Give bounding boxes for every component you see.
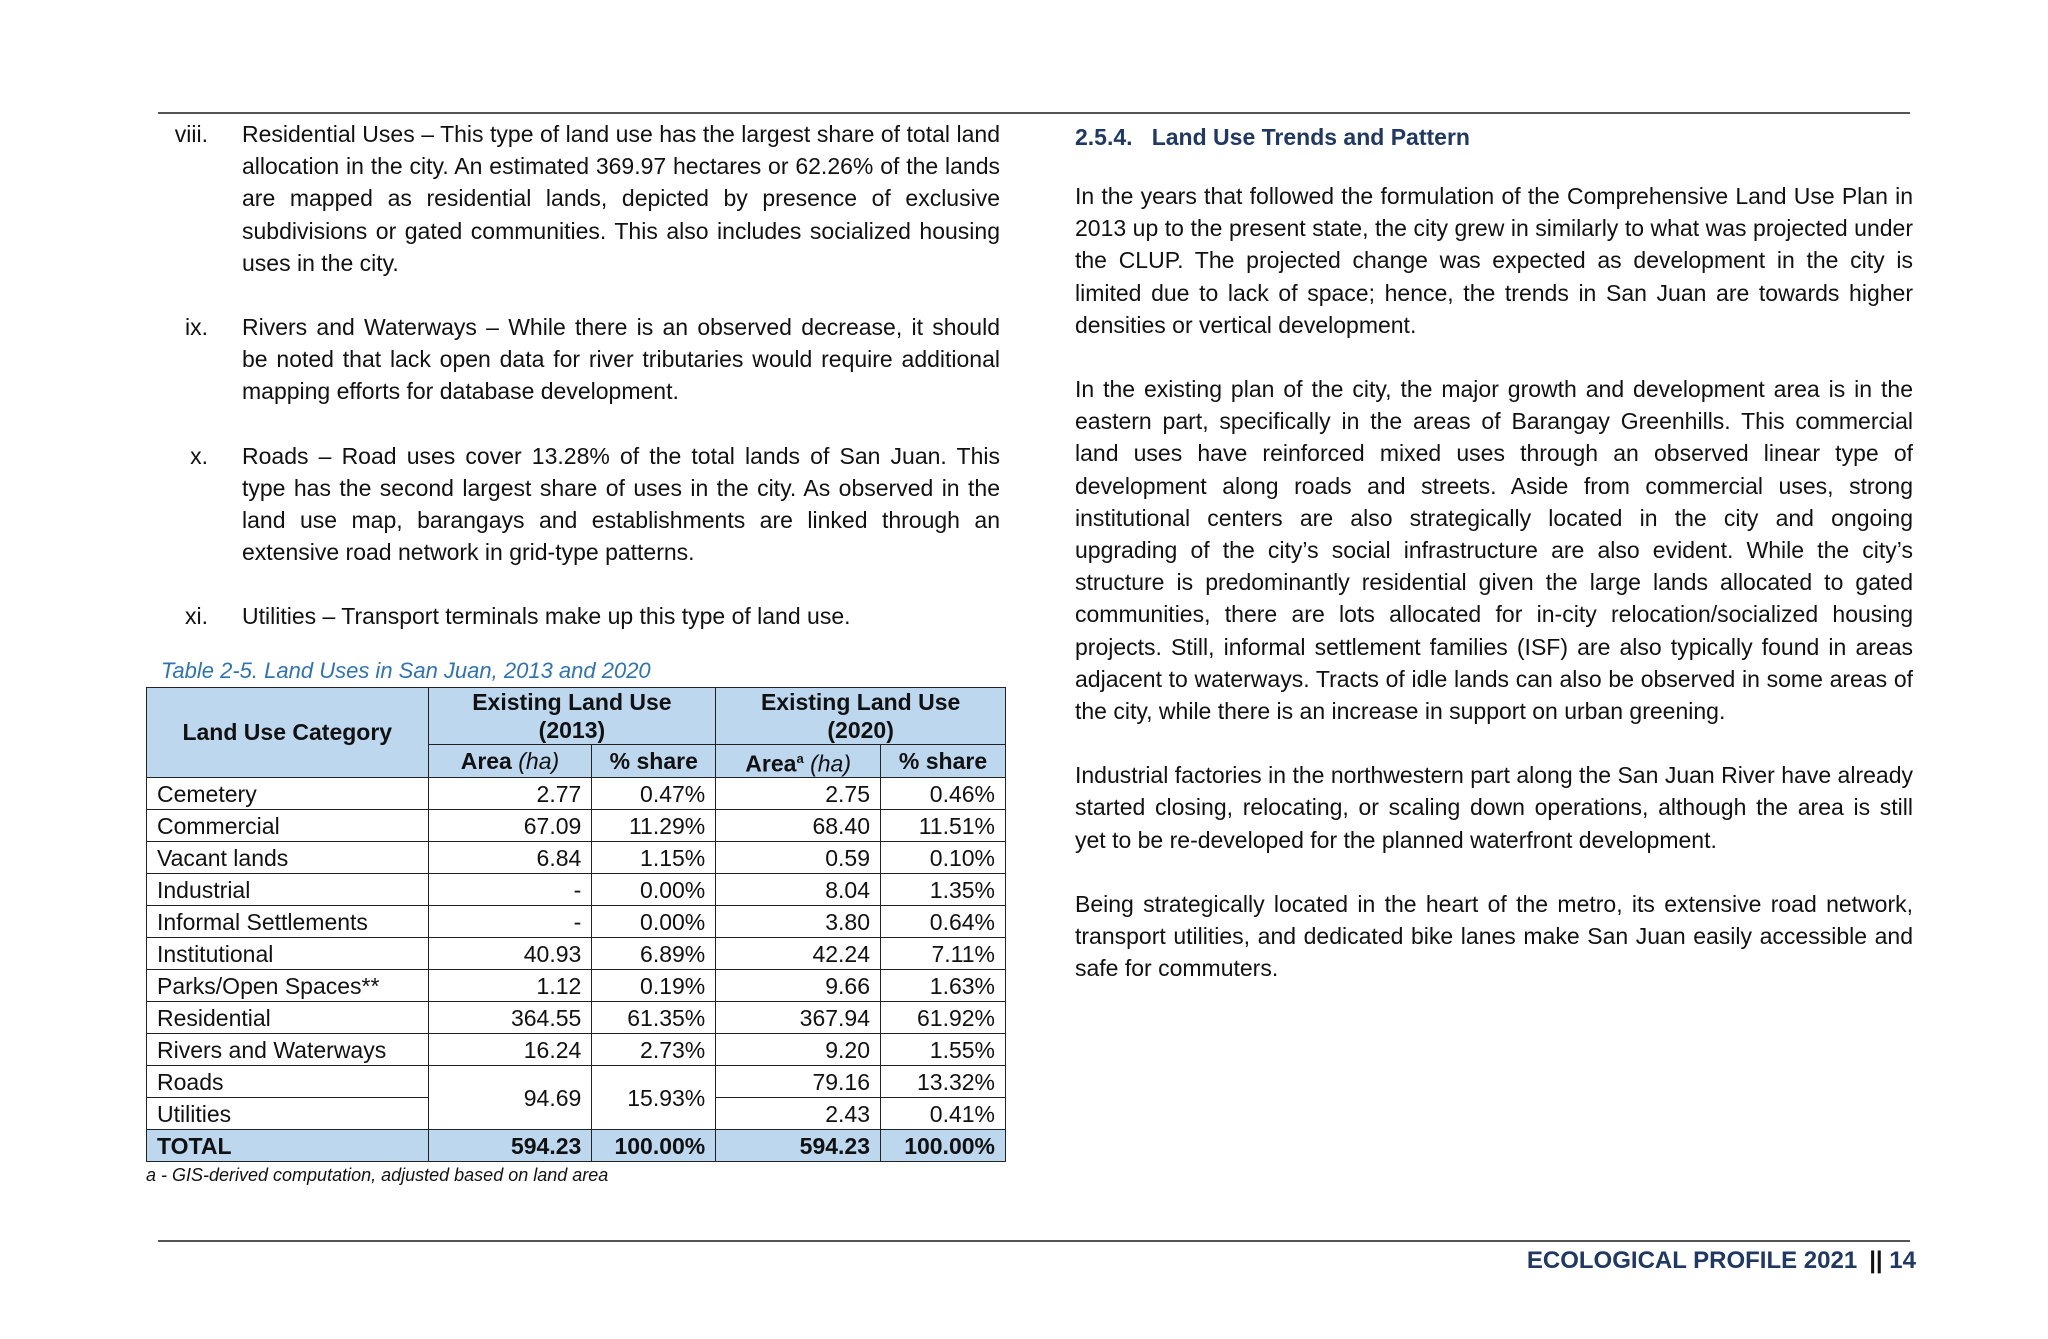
paragraph: In the existing plan of the city, the major growth and development area is in the eastern part, specifically in the areas of Barangay Greenhills. This commercial land uses have reinforced mixed uses through an observed linear type of development along roads and streets. Aside from commercial uses, strong institutional centers are also strategically located in the city and ongoing upgrading of the city’s social infrastructure are also evident. While the city’s structure is predominantly residential given the large lands allocated to gated communities, there are lots allocated for in-city relocation/socialized housing projects. Still, informal settlement families (ISF) are also typically found in areas adjacent to waterways. Tracts of idle lands can also be observed in some areas of the city, while there is an increase in support on urban greening. [1075, 376, 1913, 725]
cell-area-2013: 594.23 [428, 1130, 592, 1162]
cell-share-2013: 15.93% [592, 1066, 716, 1130]
header-area-2020 [716, 744, 881, 778]
table-row [147, 1002, 1006, 1034]
list-text: Utilities – Transport terminals make up this type of land use. [242, 603, 851, 630]
list-number: x. [190, 442, 208, 469]
cell-share-2020: 0.46% [881, 778, 1006, 810]
area-label: Area [460, 747, 512, 774]
header-group-2020: Existing Land Use (2020) [716, 687, 1006, 744]
list-item [158, 600, 1000, 632]
page-number: 14 [1889, 1247, 1916, 1274]
header-area-2013 [428, 744, 592, 778]
cell-category: Cemetery [147, 778, 429, 810]
paragraph: Industrial factories in the northwestern part along the San Juan River have already started closing, relocating, or scaling down operations, although the area is still yet to be re-developed for the planned waterfront development. [1075, 762, 1913, 853]
list-item [158, 311, 1000, 408]
list-item [158, 440, 1000, 569]
table-row [147, 810, 1006, 842]
table-caption: Table 2-5. Land Uses in San Juan, 2013 and 2020 [161, 657, 651, 683]
land-use-table [146, 687, 1006, 1163]
table-row [147, 874, 1006, 906]
cell-share-2020: 1.35% [881, 874, 1006, 906]
table-total-row [147, 1130, 1006, 1162]
header-category: Land Use Category [147, 687, 429, 778]
cell-share-2013: 2.73% [592, 1034, 716, 1066]
cell-area-2020: 2.43 [716, 1098, 881, 1130]
right-column [1075, 118, 1913, 1016]
header-share-2013: % share [592, 744, 716, 778]
cell-category: Institutional [147, 938, 429, 970]
cell-share-2013: 0.00% [592, 874, 716, 906]
cell-area-2013: 16.24 [428, 1034, 592, 1066]
area-superscript: a [796, 750, 804, 766]
cell-share-2013: 0.19% [592, 970, 716, 1002]
table-row [147, 1066, 1006, 1098]
footer-separator: || [1869, 1247, 1883, 1274]
cell-area-2020: 9.66 [716, 970, 881, 1002]
list-text: Roads – Road uses cover 13.28% of the total lands of San Juan. This type has the second largest share of uses in the city. As observed in the land use map, barangays and establishments are linked through an extensive road network in grid-type patterns. [242, 442, 1000, 566]
cell-area-2020: 3.80 [716, 906, 881, 938]
cell-category: Roads [147, 1066, 429, 1098]
cell-area-2020: 8.04 [716, 874, 881, 906]
cell-area-2013: - [428, 906, 592, 938]
cell-area-2013: 40.93 [428, 938, 592, 970]
cell-category: Industrial [147, 874, 429, 906]
ha-label: (ha) [518, 747, 560, 774]
cell-share-2020: 100.00% [881, 1130, 1006, 1162]
cell-share-2013: 6.89% [592, 938, 716, 970]
page-footer [1527, 1247, 1916, 1275]
footer-rule [158, 1240, 1910, 1242]
table-row [147, 842, 1006, 874]
list-text: Residential Uses – This type of land use has the largest share of total land allocation in the city. An estimated 369.97 hectares or 62.26% of the lands are mapped as residential lands, depicted by presence of exclusive subdivisions or gated communities. This also includes socialized housing uses in the city. [242, 121, 1000, 276]
list-text: Rivers and Waterways – While there is an observed decrease, it should be noted that lack open data for river tributaries would require additional mapping efforts for database development. [242, 314, 1000, 405]
cell-category: Utilities [147, 1098, 429, 1130]
cell-share-2020: 0.10% [881, 842, 1006, 874]
cell-category: Rivers and Waterways [147, 1034, 429, 1066]
cell-share-2013: 0.00% [592, 906, 716, 938]
cell-share-2013: 100.00% [592, 1130, 716, 1162]
header-group-2013: Existing Land Use (2013) [428, 687, 716, 744]
cell-share-2020: 11.51% [881, 810, 1006, 842]
cell-share-2013: 61.35% [592, 1002, 716, 1034]
table-row [147, 906, 1006, 938]
cell-area-2020: 2.75 [716, 778, 881, 810]
cell-category: Vacant lands [147, 842, 429, 874]
cell-area-2013: - [428, 874, 592, 906]
cell-share-2013: 0.47% [592, 778, 716, 810]
ha-label: (ha) [810, 750, 851, 777]
list-number: ix. [185, 314, 208, 341]
table-row [147, 778, 1006, 810]
cell-area-2020: 594.23 [716, 1130, 881, 1162]
table-row [147, 938, 1006, 970]
cell-share-2020: 0.41% [881, 1098, 1006, 1130]
cell-share-2013: 1.15% [592, 842, 716, 874]
area-label: Area [745, 750, 797, 777]
paragraph: In the years that followed the formulation of the Comprehensive Land Use Plan in 2013 up to the present state, the city grew in similarly to what was projected under the CLUP. The projected change was expected as development in the city is limited due to lack of space; hence, the trends in San Juan are towards higher densities or vertical development. [1075, 183, 1913, 338]
footer-title: ECOLOGICAL PROFILE 2021 [1526, 1247, 1858, 1274]
cell-category: TOTAL [147, 1130, 429, 1162]
table-footnote: a - GIS-derived computation, adjusted based on land area [146, 1165, 609, 1186]
cell-area-2013: 2.77 [428, 778, 592, 810]
cell-area-2020: 9.20 [716, 1034, 881, 1066]
list-number: xi. [185, 603, 208, 630]
cell-area-2020: 0.59 [716, 842, 881, 874]
left-column [146, 118, 1000, 1186]
cell-area-2020: 68.40 [716, 810, 881, 842]
cell-area-2013: 6.84 [428, 842, 592, 874]
cell-category: Commercial [147, 810, 429, 842]
cell-category: Parks/Open Spaces** [147, 970, 429, 1002]
section-title: 2.5.4. Land Use Trends and Pattern [1075, 124, 1470, 150]
cell-area-2013: 67.09 [428, 810, 592, 842]
table-row [147, 970, 1006, 1002]
cell-share-2020: 7.11% [881, 938, 1006, 970]
cell-area-2013: 94.69 [428, 1066, 592, 1130]
cell-share-2020: 13.32% [881, 1066, 1006, 1098]
cell-area-2013: 364.55 [428, 1002, 592, 1034]
header-rule [158, 112, 1910, 114]
cell-share-2013: 11.29% [592, 810, 716, 842]
cell-share-2020: 61.92% [881, 1002, 1006, 1034]
header-share-2020: % share [881, 744, 1006, 778]
cell-area-2020: 79.16 [716, 1066, 881, 1098]
cell-area-2020: 42.24 [716, 938, 881, 970]
table-row [147, 1034, 1006, 1066]
cell-share-2020: 0.64% [881, 906, 1006, 938]
cell-category: Residential [147, 1002, 429, 1034]
cell-area-2013: 1.12 [428, 970, 592, 1002]
cell-share-2020: 1.63% [881, 970, 1006, 1002]
cell-share-2020: 1.55% [881, 1034, 1006, 1066]
cell-area-2020: 367.94 [716, 1002, 881, 1034]
list-item [158, 118, 1000, 279]
cell-category: Informal Settlements [147, 906, 429, 938]
paragraph: Being strategically located in the heart of the metro, its extensive road network, transport utilities, and dedicated bike lanes make San Juan easily accessible and safe for commuters. [1075, 890, 1913, 982]
list-number: viii. [174, 121, 208, 147]
